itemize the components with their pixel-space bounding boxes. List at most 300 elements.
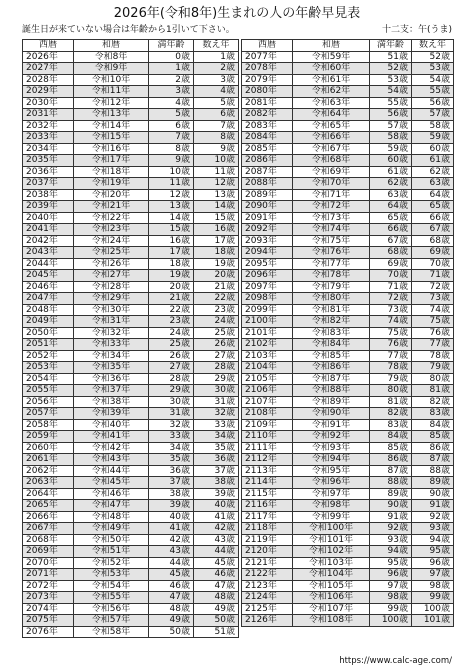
cell-seireki: 2041年 — [23, 224, 74, 236]
cell-wareki: 令和108年 — [293, 615, 370, 627]
table-header-row — [242, 40, 454, 52]
cell-seireki: 2065年 — [23, 500, 74, 512]
cell-man-nenrei: 60歳 — [370, 155, 412, 167]
cell-seireki: 2123年 — [242, 580, 293, 592]
table-row — [242, 339, 454, 351]
cell-man-nenrei: 24歳 — [149, 327, 194, 339]
header-wareki: 和暦 — [293, 40, 370, 52]
cell-man-nenrei: 47歳 — [149, 592, 194, 604]
cell-wareki: 令和62年 — [293, 86, 370, 98]
table-row — [23, 304, 239, 316]
cell-kazoedoshi: 7歳 — [194, 120, 239, 132]
cell-kazoedoshi: 74歳 — [412, 304, 454, 316]
cell-man-nenrei: 41歳 — [149, 523, 194, 535]
cell-man-nenrei: 48歳 — [149, 603, 194, 615]
cell-wareki: 令和24年 — [74, 235, 149, 247]
table-row — [242, 293, 454, 305]
table-row — [23, 396, 239, 408]
cell-man-nenrei: 89歳 — [370, 488, 412, 500]
cell-seireki: 2091年 — [242, 212, 293, 224]
cell-man-nenrei: 73歳 — [370, 304, 412, 316]
cell-wareki: 令和61年 — [293, 74, 370, 86]
cell-kazoedoshi: 95歳 — [412, 546, 454, 558]
cell-man-nenrei: 62歳 — [370, 178, 412, 190]
cell-kazoedoshi: 3歳 — [194, 74, 239, 86]
cell-kazoedoshi: 29歳 — [194, 373, 239, 385]
cell-wareki: 令和95年 — [293, 465, 370, 477]
cell-seireki: 2104年 — [242, 362, 293, 374]
cell-seireki: 2083年 — [242, 120, 293, 132]
table-row — [242, 212, 454, 224]
cell-man-nenrei: 85歳 — [370, 442, 412, 454]
cell-wareki: 令和56年 — [74, 603, 149, 615]
cell-kazoedoshi: 56歳 — [412, 97, 454, 109]
table-row — [242, 442, 454, 454]
cell-man-nenrei: 51歳 — [370, 51, 412, 63]
cell-seireki: 2106年 — [242, 385, 293, 397]
cell-seireki: 2095年 — [242, 258, 293, 270]
cell-wareki: 令和53年 — [74, 569, 149, 581]
cell-wareki: 令和11年 — [74, 86, 149, 98]
cell-wareki: 令和68年 — [293, 155, 370, 167]
cell-kazoedoshi: 65歳 — [412, 201, 454, 213]
cell-wareki: 令和13年 — [74, 109, 149, 121]
cell-man-nenrei: 42歳 — [149, 534, 194, 546]
cell-man-nenrei: 29歳 — [149, 385, 194, 397]
cell-seireki: 2071年 — [23, 569, 74, 581]
table-row — [23, 327, 239, 339]
cell-wareki: 令和107年 — [293, 603, 370, 615]
table-row — [242, 385, 454, 397]
cell-seireki: 2038年 — [23, 189, 74, 201]
cell-wareki: 令和90年 — [293, 408, 370, 420]
cell-kazoedoshi: 34歳 — [194, 431, 239, 443]
cell-wareki: 令和39年 — [74, 408, 149, 420]
table-row — [23, 224, 239, 236]
cell-wareki: 令和20年 — [74, 189, 149, 201]
cell-kazoedoshi: 33歳 — [194, 419, 239, 431]
cell-wareki: 令和72年 — [293, 201, 370, 213]
cell-man-nenrei: 52歳 — [370, 63, 412, 75]
cell-seireki: 2043年 — [23, 247, 74, 259]
cell-man-nenrei: 50歳 — [149, 626, 194, 638]
table-row — [23, 569, 239, 581]
cell-man-nenrei: 25歳 — [149, 339, 194, 351]
cell-man-nenrei: 93歳 — [370, 534, 412, 546]
cell-seireki: 2033年 — [23, 132, 74, 144]
cell-wareki: 令和9年 — [74, 63, 149, 75]
cell-man-nenrei: 2歳 — [149, 74, 194, 86]
cell-kazoedoshi: 38歳 — [194, 477, 239, 489]
cell-seireki: 2056年 — [23, 396, 74, 408]
cell-man-nenrei: 69歳 — [370, 258, 412, 270]
cell-man-nenrei: 90歳 — [370, 500, 412, 512]
cell-wareki: 令和80年 — [293, 293, 370, 305]
cell-kazoedoshi: 23歳 — [194, 304, 239, 316]
cell-kazoedoshi: 36歳 — [194, 454, 239, 466]
cell-wareki: 令和88年 — [293, 385, 370, 397]
cell-man-nenrei: 87歳 — [370, 465, 412, 477]
cell-seireki: 2040年 — [23, 212, 74, 224]
cell-wareki: 令和29年 — [74, 293, 149, 305]
table-row — [242, 396, 454, 408]
table-row — [23, 557, 239, 569]
table-row — [242, 546, 454, 558]
cell-kazoedoshi: 62歳 — [412, 166, 454, 178]
cell-man-nenrei: 3歳 — [149, 86, 194, 98]
cell-wareki: 令和82年 — [293, 316, 370, 328]
table-row — [242, 304, 454, 316]
cell-man-nenrei: 7歳 — [149, 132, 194, 144]
header-kazoedoshi: 数え年 — [412, 40, 454, 52]
table-row — [242, 155, 454, 167]
table-row — [23, 615, 239, 627]
cell-wareki: 令和55年 — [74, 592, 149, 604]
cell-wareki: 令和96年 — [293, 477, 370, 489]
cell-kazoedoshi: 47歳 — [194, 580, 239, 592]
cell-kazoedoshi: 92歳 — [412, 511, 454, 523]
cell-kazoedoshi: 32歳 — [194, 408, 239, 420]
cell-man-nenrei: 28歳 — [149, 373, 194, 385]
cell-wareki: 令和12年 — [74, 97, 149, 109]
cell-seireki: 2032年 — [23, 120, 74, 132]
table-row — [242, 224, 454, 236]
cell-seireki: 2100年 — [242, 316, 293, 328]
cell-man-nenrei: 8歳 — [149, 143, 194, 155]
cell-seireki: 2036年 — [23, 166, 74, 178]
cell-man-nenrei: 22歳 — [149, 304, 194, 316]
cell-man-nenrei: 1歳 — [149, 63, 194, 75]
cell-man-nenrei: 43歳 — [149, 546, 194, 558]
cell-kazoedoshi: 70歳 — [412, 258, 454, 270]
table-row — [242, 534, 454, 546]
table-row — [23, 51, 239, 63]
cell-kazoedoshi: 27歳 — [194, 350, 239, 362]
cell-wareki: 令和104年 — [293, 569, 370, 581]
cell-wareki: 令和75年 — [293, 235, 370, 247]
cell-kazoedoshi: 75歳 — [412, 316, 454, 328]
cell-man-nenrei: 0歳 — [149, 51, 194, 63]
cell-seireki: 2082年 — [242, 109, 293, 121]
cell-seireki: 2030年 — [23, 97, 74, 109]
cell-man-nenrei: 72歳 — [370, 293, 412, 305]
cell-seireki: 2086年 — [242, 155, 293, 167]
cell-wareki: 令和33年 — [74, 339, 149, 351]
cell-wareki: 令和23年 — [74, 224, 149, 236]
cell-man-nenrei: 55歳 — [370, 97, 412, 109]
cell-wareki: 令和34年 — [74, 350, 149, 362]
table-row — [23, 465, 239, 477]
cell-kazoedoshi: 55歳 — [412, 86, 454, 98]
cell-seireki: 2105年 — [242, 373, 293, 385]
cell-kazoedoshi: 12歳 — [194, 178, 239, 190]
cell-seireki: 2028年 — [23, 74, 74, 86]
cell-wareki: 令和50年 — [74, 534, 149, 546]
table-row — [23, 511, 239, 523]
cell-man-nenrei: 31歳 — [149, 408, 194, 420]
cell-man-nenrei: 17歳 — [149, 247, 194, 259]
cell-seireki: 2029年 — [23, 86, 74, 98]
cell-man-nenrei: 71歳 — [370, 281, 412, 293]
cell-seireki: 2111年 — [242, 442, 293, 454]
table-row — [23, 385, 239, 397]
cell-wareki: 令和93年 — [293, 442, 370, 454]
cell-seireki: 2045年 — [23, 270, 74, 282]
table-row — [23, 580, 239, 592]
cell-kazoedoshi: 71歳 — [412, 270, 454, 282]
cell-seireki: 2049年 — [23, 316, 74, 328]
cell-kazoedoshi: 100歳 — [412, 603, 454, 615]
cell-wareki: 令和100年 — [293, 523, 370, 535]
cell-seireki: 2057年 — [23, 408, 74, 420]
table-row — [23, 247, 239, 259]
cell-seireki: 2026年 — [23, 51, 74, 63]
cell-kazoedoshi: 4歳 — [194, 86, 239, 98]
cell-seireki: 2110年 — [242, 431, 293, 443]
cell-wareki: 令和97年 — [293, 488, 370, 500]
cell-seireki: 2061年 — [23, 454, 74, 466]
cell-seireki: 2048年 — [23, 304, 74, 316]
cell-kazoedoshi: 84歳 — [412, 419, 454, 431]
cell-kazoedoshi: 51歳 — [194, 626, 239, 638]
cell-kazoedoshi: 73歳 — [412, 293, 454, 305]
cell-man-nenrei: 77歳 — [370, 350, 412, 362]
cell-wareki: 令和45年 — [74, 477, 149, 489]
cell-kazoedoshi: 80歳 — [412, 373, 454, 385]
cell-kazoedoshi: 54歳 — [412, 74, 454, 86]
cell-wareki: 令和52年 — [74, 557, 149, 569]
cell-man-nenrei: 6歳 — [149, 120, 194, 132]
table-row — [242, 603, 454, 615]
cell-kazoedoshi: 52歳 — [412, 51, 454, 63]
cell-kazoedoshi: 48歳 — [194, 592, 239, 604]
cell-man-nenrei: 65歳 — [370, 212, 412, 224]
table-row — [242, 500, 454, 512]
table-row — [23, 488, 239, 500]
cell-wareki: 令和28年 — [74, 281, 149, 293]
cell-man-nenrei: 4歳 — [149, 97, 194, 109]
cell-kazoedoshi: 5歳 — [194, 97, 239, 109]
table-row — [242, 592, 454, 604]
cell-seireki: 2096年 — [242, 270, 293, 282]
table-row — [242, 477, 454, 489]
cell-seireki: 2103年 — [242, 350, 293, 362]
cell-seireki: 2115年 — [242, 488, 293, 500]
cell-man-nenrei: 84歳 — [370, 431, 412, 443]
cell-wareki: 令和31年 — [74, 316, 149, 328]
cell-wareki: 令和77年 — [293, 258, 370, 270]
cell-seireki: 2080年 — [242, 86, 293, 98]
cell-man-nenrei: 9歳 — [149, 155, 194, 167]
cell-wareki: 令和84年 — [293, 339, 370, 351]
cell-kazoedoshi: 101歳 — [412, 615, 454, 627]
cell-wareki: 令和44年 — [74, 465, 149, 477]
cell-kazoedoshi: 97歳 — [412, 569, 454, 581]
cell-kazoedoshi: 8歳 — [194, 132, 239, 144]
table-row — [23, 350, 239, 362]
cell-seireki: 2102年 — [242, 339, 293, 351]
cell-seireki: 2053年 — [23, 362, 74, 374]
table-row — [23, 626, 239, 638]
table-row — [23, 534, 239, 546]
cell-seireki: 2072年 — [23, 580, 74, 592]
cell-kazoedoshi: 24歳 — [194, 316, 239, 328]
cell-man-nenrei: 13歳 — [149, 201, 194, 213]
cell-kazoedoshi: 9歳 — [194, 143, 239, 155]
cell-seireki: 2037年 — [23, 178, 74, 190]
cell-seireki: 2093年 — [242, 235, 293, 247]
cell-seireki: 2107年 — [242, 396, 293, 408]
cell-kazoedoshi: 49歳 — [194, 603, 239, 615]
cell-man-nenrei: 14歳 — [149, 212, 194, 224]
table-row — [242, 120, 454, 132]
cell-seireki: 2076年 — [23, 626, 74, 638]
cell-man-nenrei: 82歳 — [370, 408, 412, 420]
cell-man-nenrei: 32歳 — [149, 419, 194, 431]
cell-wareki: 令和16年 — [74, 143, 149, 155]
cell-man-nenrei: 27歳 — [149, 362, 194, 374]
cell-wareki: 令和58年 — [74, 626, 149, 638]
table-row — [23, 258, 239, 270]
cell-wareki: 令和78年 — [293, 270, 370, 282]
cell-wareki: 令和51年 — [74, 546, 149, 558]
table-row — [242, 235, 454, 247]
cell-kazoedoshi: 19歳 — [194, 258, 239, 270]
cell-seireki: 2098年 — [242, 293, 293, 305]
cell-man-nenrei: 33歳 — [149, 431, 194, 443]
cell-kazoedoshi: 21歳 — [194, 281, 239, 293]
cell-seireki: 2059年 — [23, 431, 74, 443]
cell-kazoedoshi: 1歳 — [194, 51, 239, 63]
cell-wareki: 令和37年 — [74, 385, 149, 397]
cell-kazoedoshi: 69歳 — [412, 247, 454, 259]
cell-kazoedoshi: 35歳 — [194, 442, 239, 454]
cell-man-nenrei: 61歳 — [370, 166, 412, 178]
table-row — [242, 316, 454, 328]
cell-seireki: 2125年 — [242, 603, 293, 615]
cell-kazoedoshi: 17歳 — [194, 235, 239, 247]
cell-seireki: 2094年 — [242, 247, 293, 259]
cell-man-nenrei: 94歳 — [370, 546, 412, 558]
table-row — [242, 63, 454, 75]
cell-wareki: 令和79年 — [293, 281, 370, 293]
cell-man-nenrei: 38歳 — [149, 488, 194, 500]
cell-seireki: 2087年 — [242, 166, 293, 178]
cell-man-nenrei: 39歳 — [149, 500, 194, 512]
cell-kazoedoshi: 53歳 — [412, 63, 454, 75]
cell-kazoedoshi: 61歳 — [412, 155, 454, 167]
table-row — [23, 500, 239, 512]
cell-kazoedoshi: 20歳 — [194, 270, 239, 282]
table-row — [23, 109, 239, 121]
cell-seireki: 2074年 — [23, 603, 74, 615]
table-row — [242, 557, 454, 569]
table-row — [23, 212, 239, 224]
cell-seireki: 2119年 — [242, 534, 293, 546]
cell-seireki: 2090年 — [242, 201, 293, 213]
cell-wareki: 令和103年 — [293, 557, 370, 569]
cell-kazoedoshi: 14歳 — [194, 201, 239, 213]
cell-seireki: 2027年 — [23, 63, 74, 75]
cell-man-nenrei: 49歳 — [149, 615, 194, 627]
cell-man-nenrei: 34歳 — [149, 442, 194, 454]
table-row — [23, 316, 239, 328]
table-row — [23, 362, 239, 374]
cell-kazoedoshi: 22歳 — [194, 293, 239, 305]
table-row — [23, 120, 239, 132]
cell-kazoedoshi: 41歳 — [194, 511, 239, 523]
cell-man-nenrei: 30歳 — [149, 396, 194, 408]
cell-seireki: 2118年 — [242, 523, 293, 535]
table-row — [242, 166, 454, 178]
cell-seireki: 2063年 — [23, 477, 74, 489]
cell-man-nenrei: 88歳 — [370, 477, 412, 489]
cell-wareki: 令和66年 — [293, 132, 370, 144]
cell-seireki: 2034年 — [23, 143, 74, 155]
cell-kazoedoshi: 10歳 — [194, 155, 239, 167]
table-row — [242, 523, 454, 535]
table-row — [242, 454, 454, 466]
cell-kazoedoshi: 83歳 — [412, 408, 454, 420]
table-row — [23, 603, 239, 615]
header-man-nenrei: 満年齢 — [370, 40, 412, 52]
cell-wareki: 令和26年 — [74, 258, 149, 270]
cell-seireki: 2085年 — [242, 143, 293, 155]
cell-man-nenrei: 63歳 — [370, 189, 412, 201]
cell-man-nenrei: 16歳 — [149, 235, 194, 247]
cell-seireki: 2062年 — [23, 465, 74, 477]
cell-wareki: 令和101年 — [293, 534, 370, 546]
table-row — [242, 327, 454, 339]
table-row — [23, 189, 239, 201]
table-row — [23, 166, 239, 178]
cell-man-nenrei: 53歳 — [370, 74, 412, 86]
cell-man-nenrei: 56歳 — [370, 109, 412, 121]
birthday-note: 誕生日が来ていない場合は年齢から1引いて下さい。 — [22, 25, 235, 35]
cell-wareki: 令和91年 — [293, 419, 370, 431]
cell-kazoedoshi: 96歳 — [412, 557, 454, 569]
cell-kazoedoshi: 85歳 — [412, 431, 454, 443]
table-row — [242, 362, 454, 374]
cell-seireki: 2075年 — [23, 615, 74, 627]
cell-man-nenrei: 40歳 — [149, 511, 194, 523]
cell-kazoedoshi: 43歳 — [194, 534, 239, 546]
table-row — [242, 615, 454, 627]
cell-wareki: 令和86年 — [293, 362, 370, 374]
table-row — [23, 373, 239, 385]
cell-kazoedoshi: 2歳 — [194, 63, 239, 75]
cell-wareki: 令和85年 — [293, 350, 370, 362]
cell-wareki: 令和64年 — [293, 109, 370, 121]
table-row — [23, 86, 239, 98]
cell-wareki: 令和106年 — [293, 592, 370, 604]
cell-kazoedoshi: 68歳 — [412, 235, 454, 247]
cell-wareki: 令和63年 — [293, 97, 370, 109]
table-row — [23, 419, 239, 431]
table-row — [242, 258, 454, 270]
table-row — [242, 97, 454, 109]
cell-man-nenrei: 64歳 — [370, 201, 412, 213]
cell-seireki: 2079年 — [242, 74, 293, 86]
cell-seireki: 2031年 — [23, 109, 74, 121]
cell-wareki: 令和57年 — [74, 615, 149, 627]
cell-wareki: 令和76年 — [293, 247, 370, 259]
cell-man-nenrei: 97歳 — [370, 580, 412, 592]
cell-man-nenrei: 95歳 — [370, 557, 412, 569]
cell-kazoedoshi: 15歳 — [194, 212, 239, 224]
cell-wareki: 令和71年 — [293, 189, 370, 201]
age-table-right-body — [242, 51, 454, 626]
